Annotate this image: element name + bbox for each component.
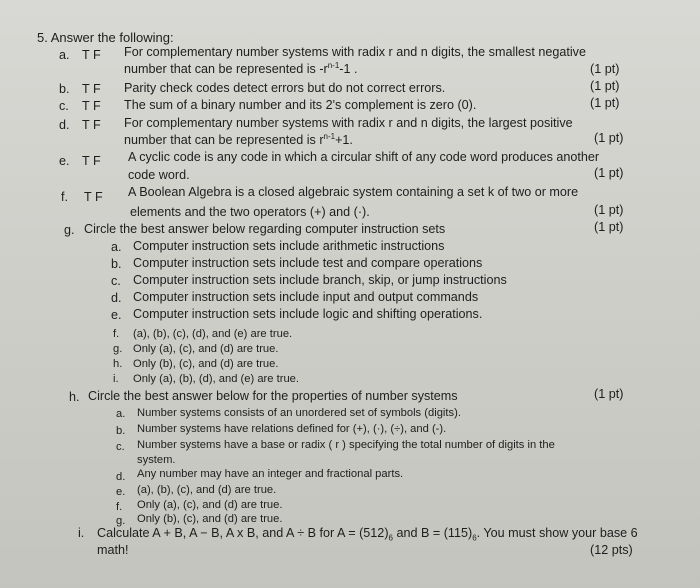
h-option[interactable]: Any number may have an integer and fractional parts. xyxy=(137,468,404,480)
g-option-letter: e. xyxy=(111,308,122,322)
g-option-letter: h. xyxy=(113,358,123,370)
i-problem-line2: math! xyxy=(97,543,129,557)
tf-f-text-line2: elements and the two operators (+) and (·). xyxy=(130,205,370,219)
g-points: (1 pt) xyxy=(594,220,624,234)
i-problem-line1: Calculate A + B, A − B, A x B, and A ÷ B for $A = (512)_6$ and $B = (115)_6$. You must show your base 6 xyxy=(97,526,638,543)
tf-b-letter: b. xyxy=(59,82,70,96)
g-option[interactable]: Computer instruction sets include input and output commands xyxy=(133,290,479,304)
g-letter: g. xyxy=(64,223,75,237)
tf-b-text: Parity check codes detect errors but do not correct errors. xyxy=(124,81,446,95)
g-option[interactable]: (a), (b), (c), (d), and (e) are true. xyxy=(133,328,293,340)
h-option-continuation: system. xyxy=(137,454,176,466)
h-option-letter: c. xyxy=(116,441,125,453)
tf-e-text-line2: code word. xyxy=(128,168,190,182)
g-prompt: Circle the best answer below regarding computer instruction sets xyxy=(84,222,446,236)
g-option-letter: f. xyxy=(113,328,120,340)
tf-c-text: The sum of a binary number and its 2's complement is zero (0). xyxy=(124,98,477,112)
tf-e-text-line1: A cyclic code is any code in which a circular shift of any code word produces another xyxy=(128,150,600,164)
h-points: (1 pt) xyxy=(594,387,624,401)
tf-d-letter: d. xyxy=(59,118,70,132)
tf-e-choices[interactable]: T F xyxy=(82,154,101,168)
g-option-letter: d. xyxy=(111,291,122,305)
tf-a-choices[interactable]: T F xyxy=(82,48,101,62)
tf-e-points: (1 pt) xyxy=(594,166,624,180)
tf-f-choices[interactable]: T F xyxy=(84,190,103,204)
h-option[interactable]: Only (b), (c), and (d) are true. xyxy=(137,513,283,525)
g-option-letter: i. xyxy=(113,373,119,385)
h-option[interactable]: Only (a), (c), and (d) are true. xyxy=(137,499,283,511)
tf-a-letter: a. xyxy=(59,48,70,62)
g-option-letter: g. xyxy=(113,343,123,355)
h-option-letter: b. xyxy=(116,425,126,437)
tf-d-text-line2: number that can be represented is $r^{n-1}+1$. xyxy=(124,131,353,147)
h-prompt: Circle the best answer below for the properties of number systems xyxy=(88,389,458,403)
g-option[interactable]: Computer instruction sets include arithmetic instructions xyxy=(133,239,445,253)
g-option[interactable]: Computer instruction sets include branch, skip, or jump instructions xyxy=(133,273,507,287)
h-option[interactable]: Number systems consists of an unordered set of symbols (digits). xyxy=(137,407,461,419)
tf-c-letter: c. xyxy=(59,99,69,113)
tf-c-points: (1 pt) xyxy=(590,96,620,110)
tf-c-choices[interactable]: T F xyxy=(82,99,101,113)
tf-e-letter: e. xyxy=(59,154,70,168)
h-option[interactable]: Number systems have relations defined for (+), (·), (÷), and (-). xyxy=(137,423,447,435)
tf-a-text-line1: For complementary number systems with radix r and n digits, the smallest negative xyxy=(124,45,586,59)
g-option[interactable]: Computer instruction sets include test and compare operations xyxy=(133,256,483,270)
tf-f-text-line1: A Boolean Algebra is a closed algebraic system containing a set k of two or more xyxy=(128,185,579,199)
g-option[interactable]: Only (a), (c), and (d) are true. xyxy=(133,343,279,355)
tf-a-text-line2: number that can be represented is $-r^{n-1}-1$ . xyxy=(124,60,358,76)
h-option-letter: a. xyxy=(116,408,126,420)
tf-d-text-line1: For complementary number systems with radix r and n digits, the largest positive xyxy=(124,116,573,130)
tf-d-points: (1 pt) xyxy=(594,131,624,145)
g-option[interactable]: Only (b), (c), and (d) are true. xyxy=(133,358,279,370)
g-option[interactable]: Only (a), (b), (d), and (e) are true. xyxy=(133,373,299,385)
question-heading: 5. Answer the following: xyxy=(37,30,174,45)
h-option-letter: d. xyxy=(116,471,126,483)
h-letter: h. xyxy=(69,390,80,404)
h-option[interactable]: (a), (b), (c), and (d) are true. xyxy=(137,484,277,496)
tf-b-points: (1 pt) xyxy=(590,79,620,93)
g-option[interactable]: Computer instruction sets include logic and shifting operations. xyxy=(133,307,483,321)
h-option-letter: f. xyxy=(116,501,123,513)
tf-f-letter: f. xyxy=(61,190,68,204)
h-option-letter: e. xyxy=(116,486,126,498)
tf-b-choices[interactable]: T F xyxy=(82,82,101,96)
tf-f-points: (1 pt) xyxy=(594,203,624,217)
g-option-letter: c. xyxy=(111,274,121,288)
tf-d-choices[interactable]: T F xyxy=(82,118,101,132)
h-option-letter: g. xyxy=(116,515,126,527)
g-option-letter: b. xyxy=(111,257,122,271)
tf-a-points: (1 pt) xyxy=(590,62,620,76)
i-points: (12 pts) xyxy=(590,543,633,557)
h-option[interactable]: Number systems have a base or radix ( r ) specifying the total number of digits in the xyxy=(137,439,555,451)
g-option-letter: a. xyxy=(111,240,122,254)
i-letter: i. xyxy=(78,526,85,540)
